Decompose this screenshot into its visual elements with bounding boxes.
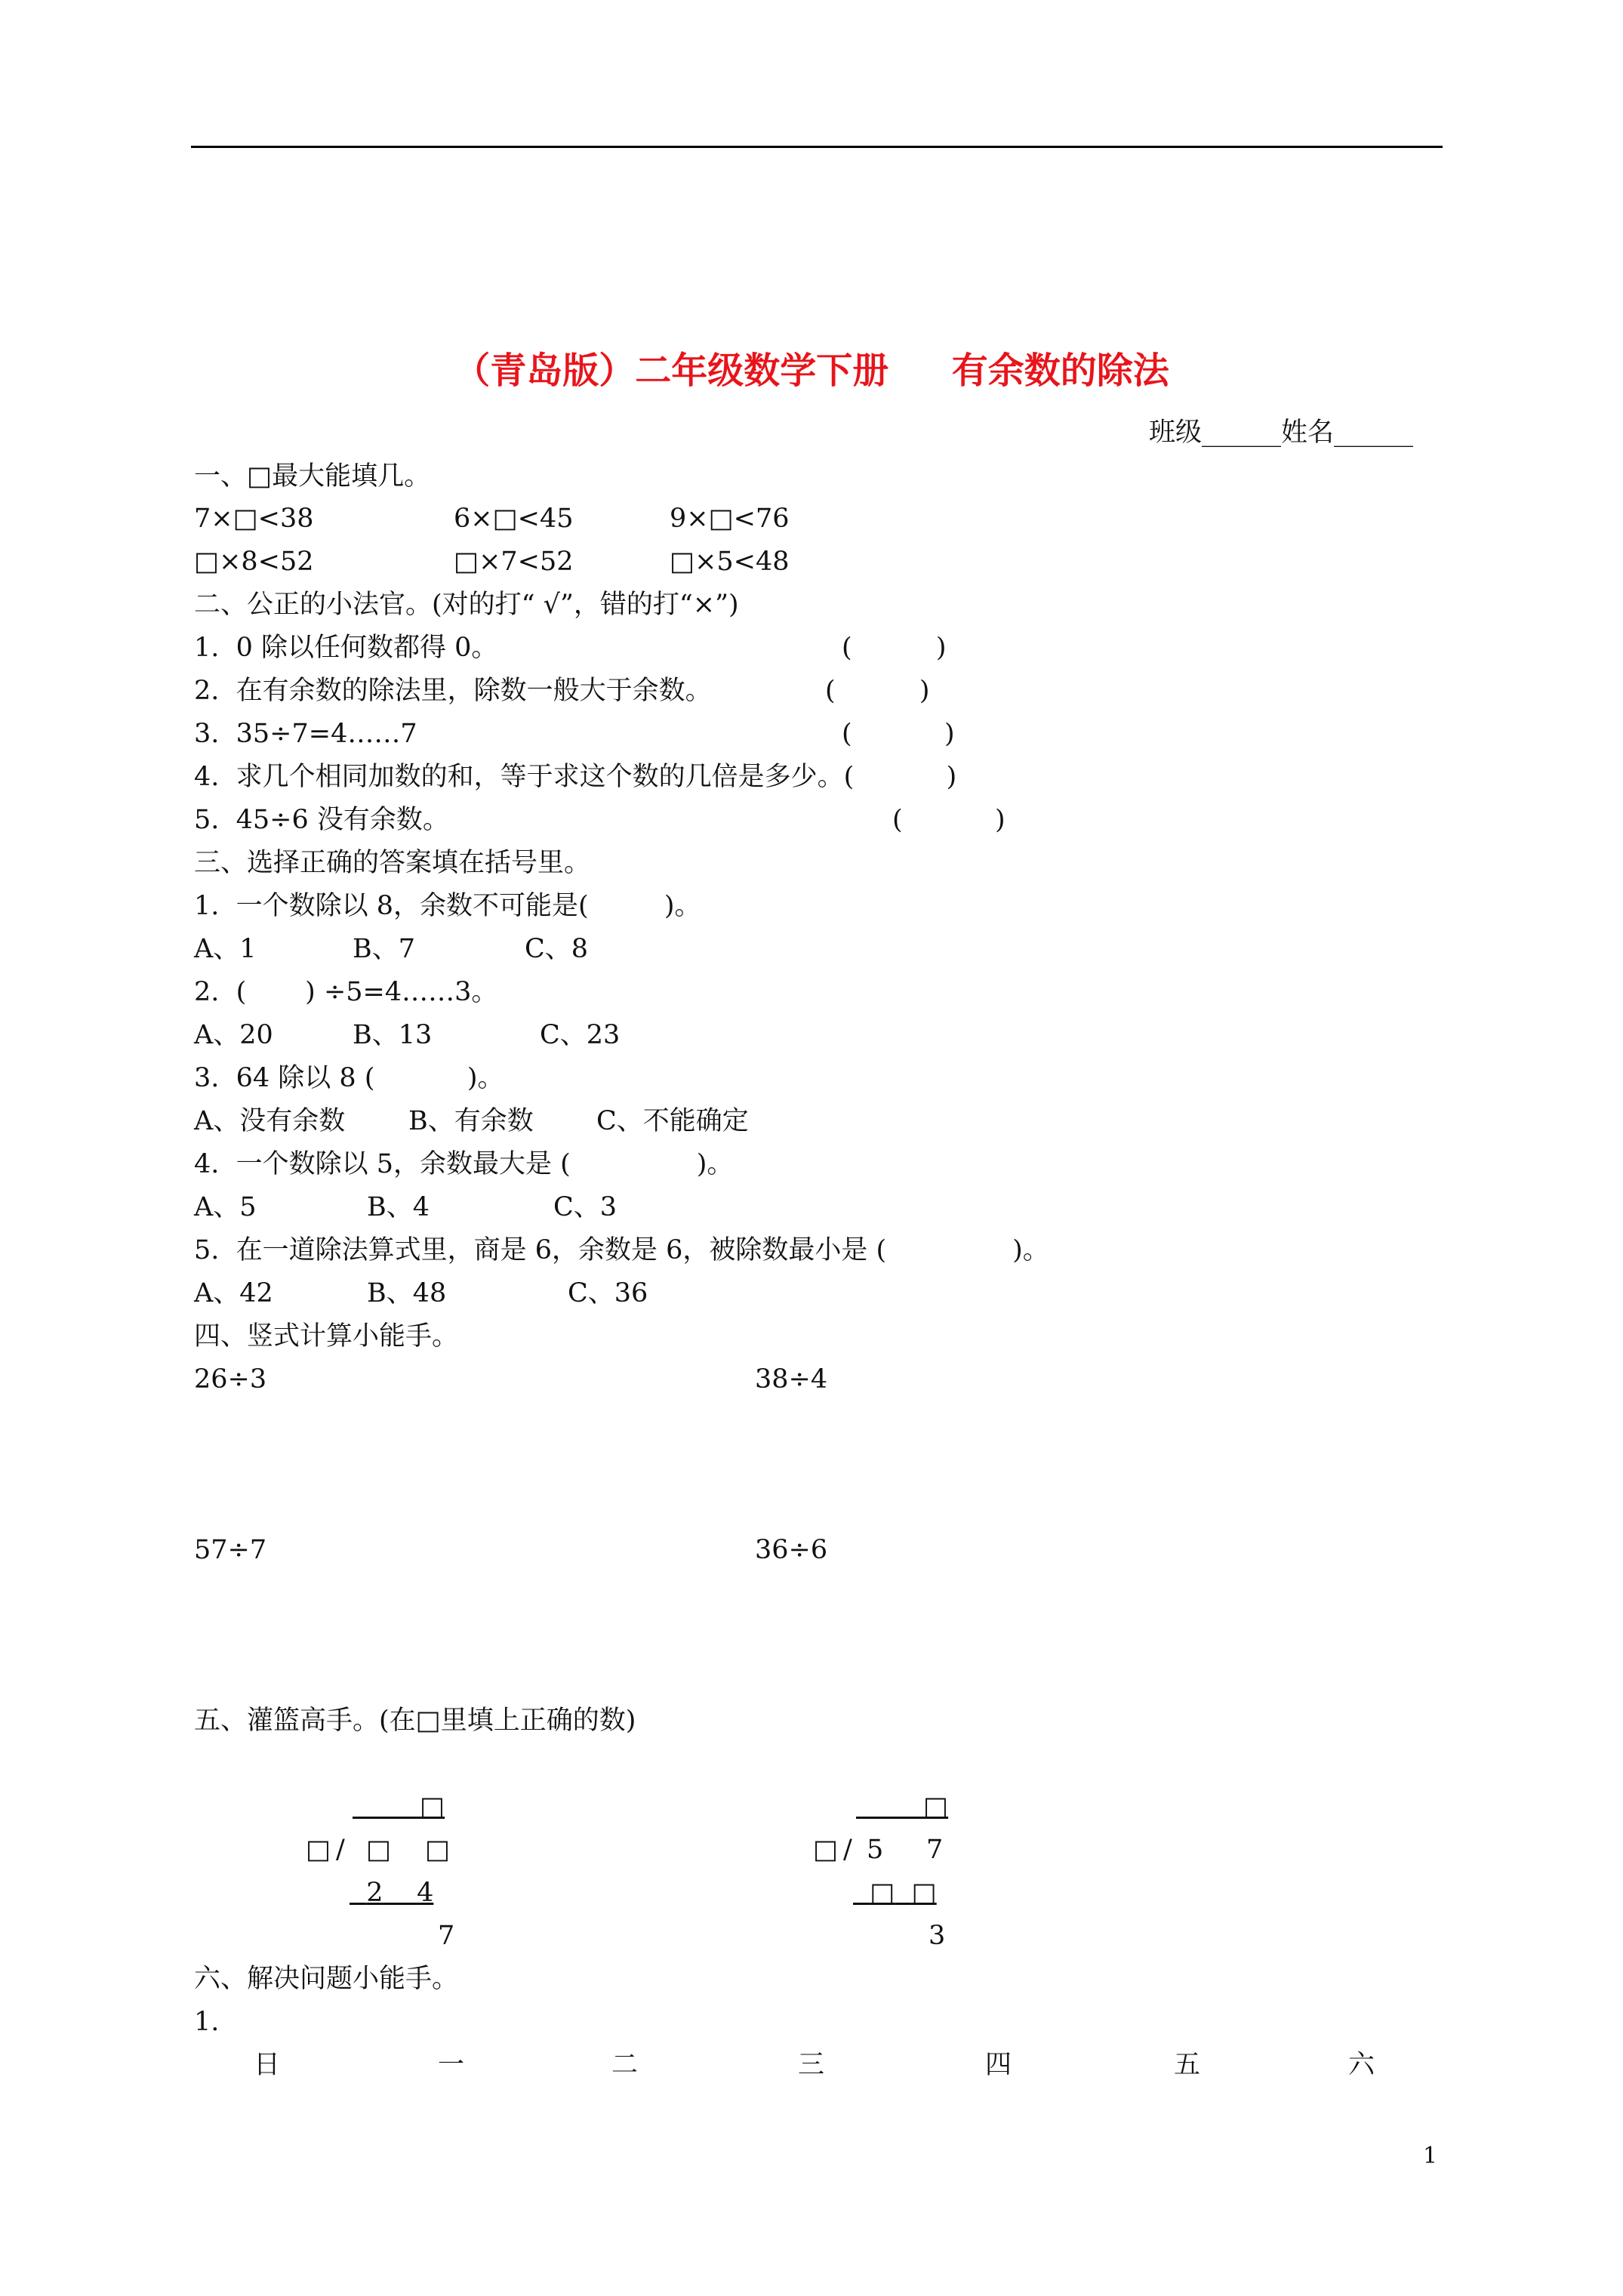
product-line [853,1876,937,1909]
s3-question: 5. 在一道除法算式里，商是 6，余数是 6，被除数最小是 ( )。 [194,1235,1049,1265]
s3-question: 1. 一个数除以 8，余数不可能是( )。 [194,891,701,921]
weekday-saturday: 六 [1348,2050,1375,2080]
product-ones: 4 [417,1878,434,1908]
answer-bracket[interactable]: ( ) [825,676,930,706]
s2-statement: 2. 在有余数的除法里，除数一般大于余数。 [194,676,712,706]
option-c: C、3 [553,1192,617,1222]
division-problem: 36÷6 [755,1535,828,1565]
page-number: 1 [1423,2143,1438,2169]
section-4-heading: 四、竖式计算小能手。 [194,1321,459,1351]
weekday-wednesday: 三 [798,2050,825,2080]
option-a: A、42 [194,1278,273,1308]
option-c: C、8 [525,934,589,964]
weekday-thursday: 四 [985,2050,1012,2080]
divisor-box[interactable]: □ [306,1835,331,1865]
s3-question: 2. ( ) ÷5=4……3。 [194,977,498,1007]
s1-expr: 6×□<45 [454,504,574,534]
top-rule [191,146,1443,148]
quotient-box[interactable]: □ [420,1792,445,1822]
s1-expr: 7×□<38 [194,504,314,534]
section-1-heading: 一、□最大能填几。 [194,461,431,492]
product-line [350,1876,433,1909]
option-b: B、13 [353,1020,433,1050]
s1-expr: 9×□<76 [670,504,790,534]
s2-statement: 3. 35÷7=4……7 [194,719,417,749]
answer-bracket[interactable]: ( ) [842,633,947,663]
remainder: 3 [929,1921,946,1951]
section-3-heading: 三、选择正确的答案填在括号里。 [194,848,591,878]
answer-bracket[interactable]: ( ) [842,719,955,749]
section-2-heading: 二、公正的小法官。(对的打“ √”，错的打“×”) [194,590,739,620]
class-name-line [1149,416,1413,449]
s3-question: 4. 一个数除以 5，余数最大是 ( )。 [194,1149,734,1179]
s1-expr: □×8<52 [194,547,314,577]
option-c: C、36 [568,1278,648,1308]
divisor-box[interactable]: □ [813,1835,839,1865]
dividend-ones: 7 [926,1835,944,1865]
division-problem: 26÷3 [194,1364,267,1395]
class-blank[interactable]: ______ [1202,418,1282,448]
s1-expr: □×5<48 [670,547,790,577]
division-bracket: / [336,1835,345,1865]
weekday-monday: 一 [438,2050,465,2080]
option-a: A、1 [194,934,257,964]
product-tens: 2 [366,1878,383,1908]
quotient-line [353,1790,445,1823]
division-problem: 57÷7 [194,1535,267,1565]
option-a: A、5 [194,1192,257,1222]
s3-question: 3. 64 除以 8 ( )。 [194,1063,504,1093]
option-b: B、4 [367,1192,430,1222]
quotient-box[interactable]: □ [923,1792,949,1822]
option-b: B、48 [367,1278,447,1308]
section-5-heading: 五、灌篮高手。(在□里填上正确的数) [194,1706,636,1736]
section-6-heading: 六、解决问题小能手。 [194,1964,459,1994]
document-title: （青岛版）二年级数学下册 有余数的除法 [454,350,1169,392]
product-tens-box[interactable]: □ [870,1878,895,1908]
dividend-tens: 5 [867,1835,884,1865]
product-ones-box[interactable]: □ [911,1878,937,1908]
weekday-tuesday: 二 [611,2050,639,2080]
problem-number: 1. [194,2007,220,2037]
name-blank[interactable]: ______ [1334,418,1414,448]
weekday-friday: 五 [1174,2050,1201,2080]
option-c: C、不能确定 [596,1106,749,1136]
option-b: B、7 [353,934,415,964]
weekday-sunday: 日 [254,2050,281,2080]
option-a: A、没有余数 [194,1106,346,1136]
s2-statement: 4. 求几个相同加数的和，等于求这个数的几倍是多少。( ) [194,762,957,792]
name-label: 姓名 [1281,418,1335,448]
class-label: 班级 [1149,418,1203,448]
division-problem: 38÷4 [755,1364,828,1395]
dividend-tens-box[interactable]: □ [366,1835,392,1865]
quotient-line [856,1790,948,1823]
answer-bracket[interactable]: ( ) [892,805,1006,835]
dividend-ones-box[interactable]: □ [425,1835,451,1865]
remainder: 7 [438,1921,455,1951]
s2-statement: 1. 0 除以任何数都得 0。 [194,633,498,663]
division-bracket: / [843,1835,852,1865]
s1-expr: □×7<52 [454,547,574,577]
option-c: C、23 [540,1020,621,1050]
option-b: B、有余数 [408,1106,534,1136]
option-a: A、20 [194,1020,273,1050]
s2-statement: 5. 45÷6 没有余数。 [194,805,449,835]
